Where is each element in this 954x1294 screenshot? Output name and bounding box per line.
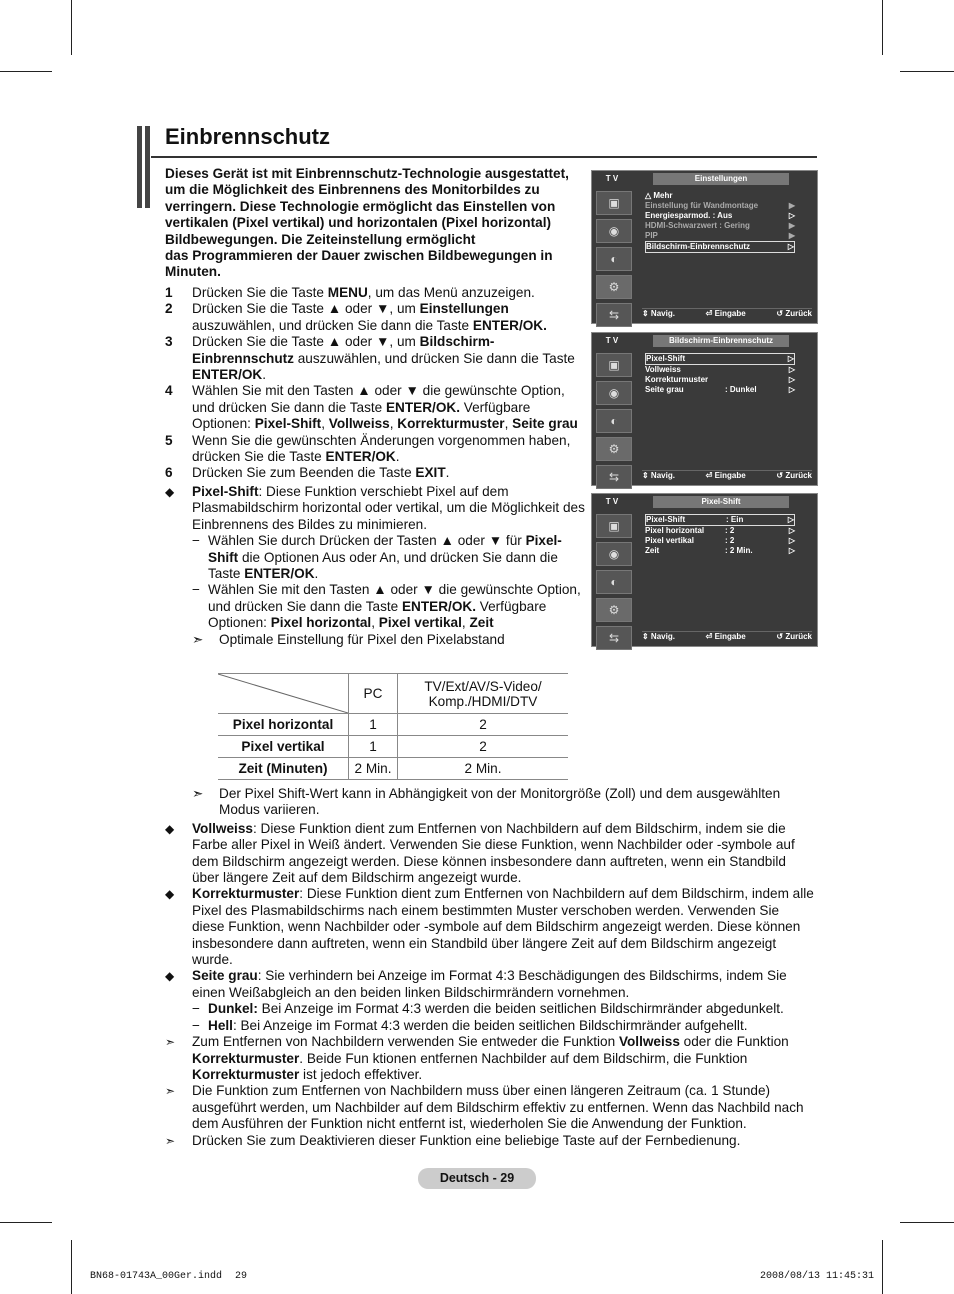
- note-dauer: ➣ Die Funktion zum Entfernen von Nachbildern muss über einen längeren Zeitraum (ca. 1 Stunde) ausgeführt werden, um Nachbilder auf dem Bildschirm effektiv zu entfernen. Wenn das Nachbild nach dem Ausführen der Funktion nicht entfernt ist, wiederholen Sie die Anwendung der Funktion.: [165, 1083, 804, 1132]
- table-row: Pixel horizontal 1 2: [218, 714, 568, 736]
- menu-help-bar: ⇕ Navig. ⏎ Eingabe ↺ Zurück: [642, 470, 812, 483]
- arrow-note-icon: ➣: [165, 1035, 176, 1050]
- menu-category-icon[interactable]: ⚙: [596, 275, 632, 299]
- arrow-note-icon: ➣: [192, 631, 204, 647]
- menu-item[interactable]: △ Mehr: [645, 191, 673, 200]
- diamond-bullet-icon: ◆: [165, 484, 175, 499]
- page-number-badge: Deutsch - 29: [418, 1168, 536, 1189]
- menu-item[interactable]: HDMI-Schwarzwert : Gering ▶: [645, 221, 795, 230]
- menu-category-icon[interactable]: ⇆: [596, 303, 632, 327]
- menu-tv-label: T V: [605, 497, 619, 506]
- diamond-bullet-icon: ◆: [165, 821, 175, 836]
- footer-page: 29: [235, 1271, 248, 1282]
- step-item: 4 Wählen Sie mit den Tasten ▲ oder ▼ die gewünschte Option, und drücken Sie dann die Taste ENTER/OK. Verfügbare Optionen: Pixel-Shift, Vollweiss, Korrekturmuster, Seite grau: [165, 383, 578, 432]
- table-header-tv: TV/Ext/AV/S-Video/ Komp./HDMI/DTV: [398, 674, 569, 714]
- menu-title: Pixel-Shift: [653, 496, 789, 508]
- pixel-shift-dash-2: − Wählen Sie mit den Tasten ▲ oder ▼ die gewünschte Option, und drücken Sie dann die Taste ENTER/OK. Verfügbare Optionen: Pixel horizontal, Pixel vertikal, Zeit: [192, 582, 581, 631]
- seite-grau-hell: − Hell: Bei Anzeige im Format 4:3 werden die beiden seitlichen Bildschirmränder aufgehellt.: [192, 1017, 748, 1033]
- menu-category-icon[interactable]: ▣: [596, 191, 632, 215]
- crop-mark: [900, 71, 954, 72]
- menu-item[interactable]: Zeit : 2 Min. ▷: [645, 546, 795, 555]
- menu-item[interactable]: Energiesparmod. : Aus ▷: [645, 211, 795, 220]
- arrow-note-icon: ➣: [165, 1133, 176, 1148]
- crop-mark: [71, 1240, 72, 1294]
- menu-category-icon[interactable]: ◐: [596, 409, 632, 433]
- note-entfernen: ➣ Zum Entfernen von Nachbildern verwenden Sie entweder die Funktion Vollweiss oder die Funktion Korrekturmuster. Beide Fun ktionen entfernen Nachbilder auf dem Bildschirm, die Funktion Korrekturmuster ist jedoch effektiver.: [165, 1034, 789, 1082]
- crop-mark: [900, 1222, 954, 1223]
- menu-category-icon[interactable]: ⇆: [596, 626, 632, 650]
- vollweiss-item: ◆ Vollweiss: Diese Funktion dient zum Entfernen von Nachbildern auf dem Bildschirm, indem sie die Farbe aller Pixel in Weiß ändert. Verwenden Sie diese Funktion, wenn Nachbilder oder -symbole auf dem Bildschirm angezeigt werden. Diese können insbesondere dann auftreten, wenn ein Standbild über längere Zeit auf dem Bildschirm angezeigt wurde.: [165, 820, 795, 886]
- menu-category-icon[interactable]: ◉: [596, 219, 632, 243]
- crop-mark: [882, 0, 883, 55]
- menu-item[interactable]: Pixel horizontal : 2 ▷: [645, 526, 795, 535]
- step-item: 1 Drücken Sie die Taste MENU, um das Menü anzuzeigen.: [165, 285, 535, 300]
- note-pixel-shift-value: ➣ Der Pixel Shift-Wert kann in Abhängigkeit von der Monitorgröße (Zoll) und dem ausgewählten Modus variieren.: [192, 786, 781, 818]
- table-row: Pixel vertikal 1 2: [218, 736, 568, 758]
- menu-item[interactable]: Bildschirm-Einbrennschutz ▷: [646, 242, 794, 251]
- title-rule: [151, 156, 817, 158]
- step-item: 6 Drücken Sie zum Beenden die Taste EXIT.: [165, 465, 450, 481]
- menu-category-icon[interactable]: ⚙: [596, 598, 632, 622]
- table-header-pc: PC: [349, 674, 398, 714]
- note-deaktivieren: ➣ Drücken Sie zum Deaktivieren dieser Funktion eine beliebige Taste auf der Fernbedienung.: [165, 1132, 741, 1148]
- menu-tv-label: T V: [605, 336, 619, 345]
- pixel-shift-note: ➣ Optimale Einstellung für Pixel den Pixelabstand: [192, 631, 505, 647]
- crop-mark: [71, 0, 72, 55]
- menu-item[interactable]: Seite grau : Dunkel ▷: [645, 385, 795, 394]
- step-item: 3 Drücken Sie die Taste ▲ oder ▼, um Bildschirm-Einbrennschutz auszuwählen, und drücken Sie dann die Taste ENTER/OK.: [165, 334, 575, 383]
- pixel-shift-item: [165, 484, 585, 533]
- pixel-table: [218, 673, 568, 780]
- step-item: 2 Drücken Sie die Taste ▲ oder ▼, um Einstellungen auszuwählen, und drücken Sie dann die Taste ENTER/OK.: [165, 301, 547, 333]
- intro-text: Dieses Gerät ist mit Einbrennschutz-Technologie ausgestattet, um die Möglichkeit des Einbrennens des Monitorbildes zu verringern. Diese Technologie ermöglicht das Einstellen von vertikalen (Pixel vertikal) und horizontalen (Pixel horizontal) Bildbewegungen. Die Zeiteinstellung ermöglicht das Programmieren der Dauer zwischen Bildbewegungen in Minuten.: [165, 166, 569, 280]
- menu-category-icon[interactable]: ◉: [596, 381, 632, 405]
- crop-mark: [0, 71, 52, 72]
- osd-menu-einbrennschutz: [591, 332, 818, 486]
- korrekturmuster-item: ◆ Korrekturmuster: Diese Funktion dient zum Entfernen von Nachbildern auf dem Bildschirm, indem alle Pixel des Plasmabildschirms nach einem bestimmten Muster verschoben werden. Verwenden Sie diese Funktion, wenn Nachbilder oder -symbole auf dem Bildschirm angezeigt werden. Diese können insbesondere dann auftreten, wenn ein Standbild über längere Zeit auf dem Bildschirm angezeigt wurde.: [165, 886, 814, 968]
- pixel-shift-dash-1: − Wählen Sie durch Drücken der Tasten ▲ oder ▼ für Pixel-Shift die Optionen Aus oder An, und drücken Sie dann die Taste ENTER/OK.: [192, 533, 562, 581]
- pixel-shift-text: Pixel-Shift: Diese Funktion verschiebt Pixel auf dem Plasmabildschirm horizontal oder vertikal, um die Möglichkeit des Einbrennens des Bildes zu minimieren.: [192, 483, 585, 532]
- menu-help-bar: ⇕ Navig. ⏎ Eingabe ↺ Zurück: [642, 308, 812, 321]
- crop-mark: [0, 1222, 52, 1223]
- menu-title: Einstellungen: [653, 173, 789, 185]
- osd-menu-pixel-shift: [591, 493, 818, 647]
- step-item: 5 Wenn Sie die gewünschten Änderungen vorgenommen haben, drücken Sie die Taste ENTER/OK.: [165, 432, 571, 465]
- arrow-note-icon: ➣: [165, 1084, 176, 1099]
- menu-category-icon[interactable]: ⇆: [596, 465, 632, 489]
- menu-tv-label: T V: [605, 174, 619, 183]
- crop-mark: [882, 1240, 883, 1294]
- page-title: Einbrennschutz: [165, 124, 331, 149]
- menu-item[interactable]: PIP ▶: [645, 231, 795, 240]
- table-corner: [218, 674, 349, 714]
- menu-item[interactable]: Einstellung für Wandmontage ▶: [645, 201, 795, 210]
- menu-item[interactable]: Pixel-Shift : Ein ▷: [646, 515, 794, 524]
- footer-date: 2008/08/13 11:45:31: [760, 1271, 875, 1282]
- menu-item[interactable]: Korrekturmuster ▷: [645, 375, 795, 384]
- menu-category-icon[interactable]: ◉: [596, 542, 632, 566]
- menu-item[interactable]: Pixel-Shift ▷: [646, 354, 794, 363]
- diamond-bullet-icon: ◆: [165, 887, 175, 902]
- menu-category-icon[interactable]: ▣: [596, 514, 632, 538]
- osd-menu-einstellungen: [591, 170, 818, 324]
- menu-help-bar: ⇕ Navig. ⏎ Eingabe ↺ Zurück: [642, 631, 812, 644]
- instruction-steps: [165, 285, 585, 648]
- seite-grau-dunkel: − Dunkel: Bei Anzeige im Format 4:3 werden die beiden seitlichen Bildschirmränder abgedunkelt.: [192, 1001, 784, 1017]
- menu-category-icon[interactable]: ◐: [596, 570, 632, 594]
- menu-category-icon[interactable]: ◐: [596, 247, 632, 271]
- menu-item[interactable]: Vollweiss ▷: [645, 365, 795, 374]
- diamond-bullet-icon: ◆: [165, 969, 175, 984]
- menu-title: Bildschirm-Einbrennschutz: [653, 335, 789, 347]
- table-row: Zeit (Minuten) 2 Min. 2 Min.: [218, 758, 568, 780]
- lower-text: [165, 786, 815, 1149]
- footer-file: BN68-01743A_00Ger.indd: [90, 1271, 223, 1282]
- menu-category-icon[interactable]: ▣: [596, 353, 632, 377]
- menu-category-icon[interactable]: ⚙: [596, 437, 632, 461]
- seite-grau-item: ◆ Seite grau: Sie verhindern bei Anzeige im Format 4:3 Beschädigungen des Bildschirms, indem Sie einen Weißabgleich an den beiden linken Bildschirmrändern vornehmen.: [165, 968, 787, 1000]
- menu-item[interactable]: Pixel vertikal : 2 ▷: [645, 536, 795, 545]
